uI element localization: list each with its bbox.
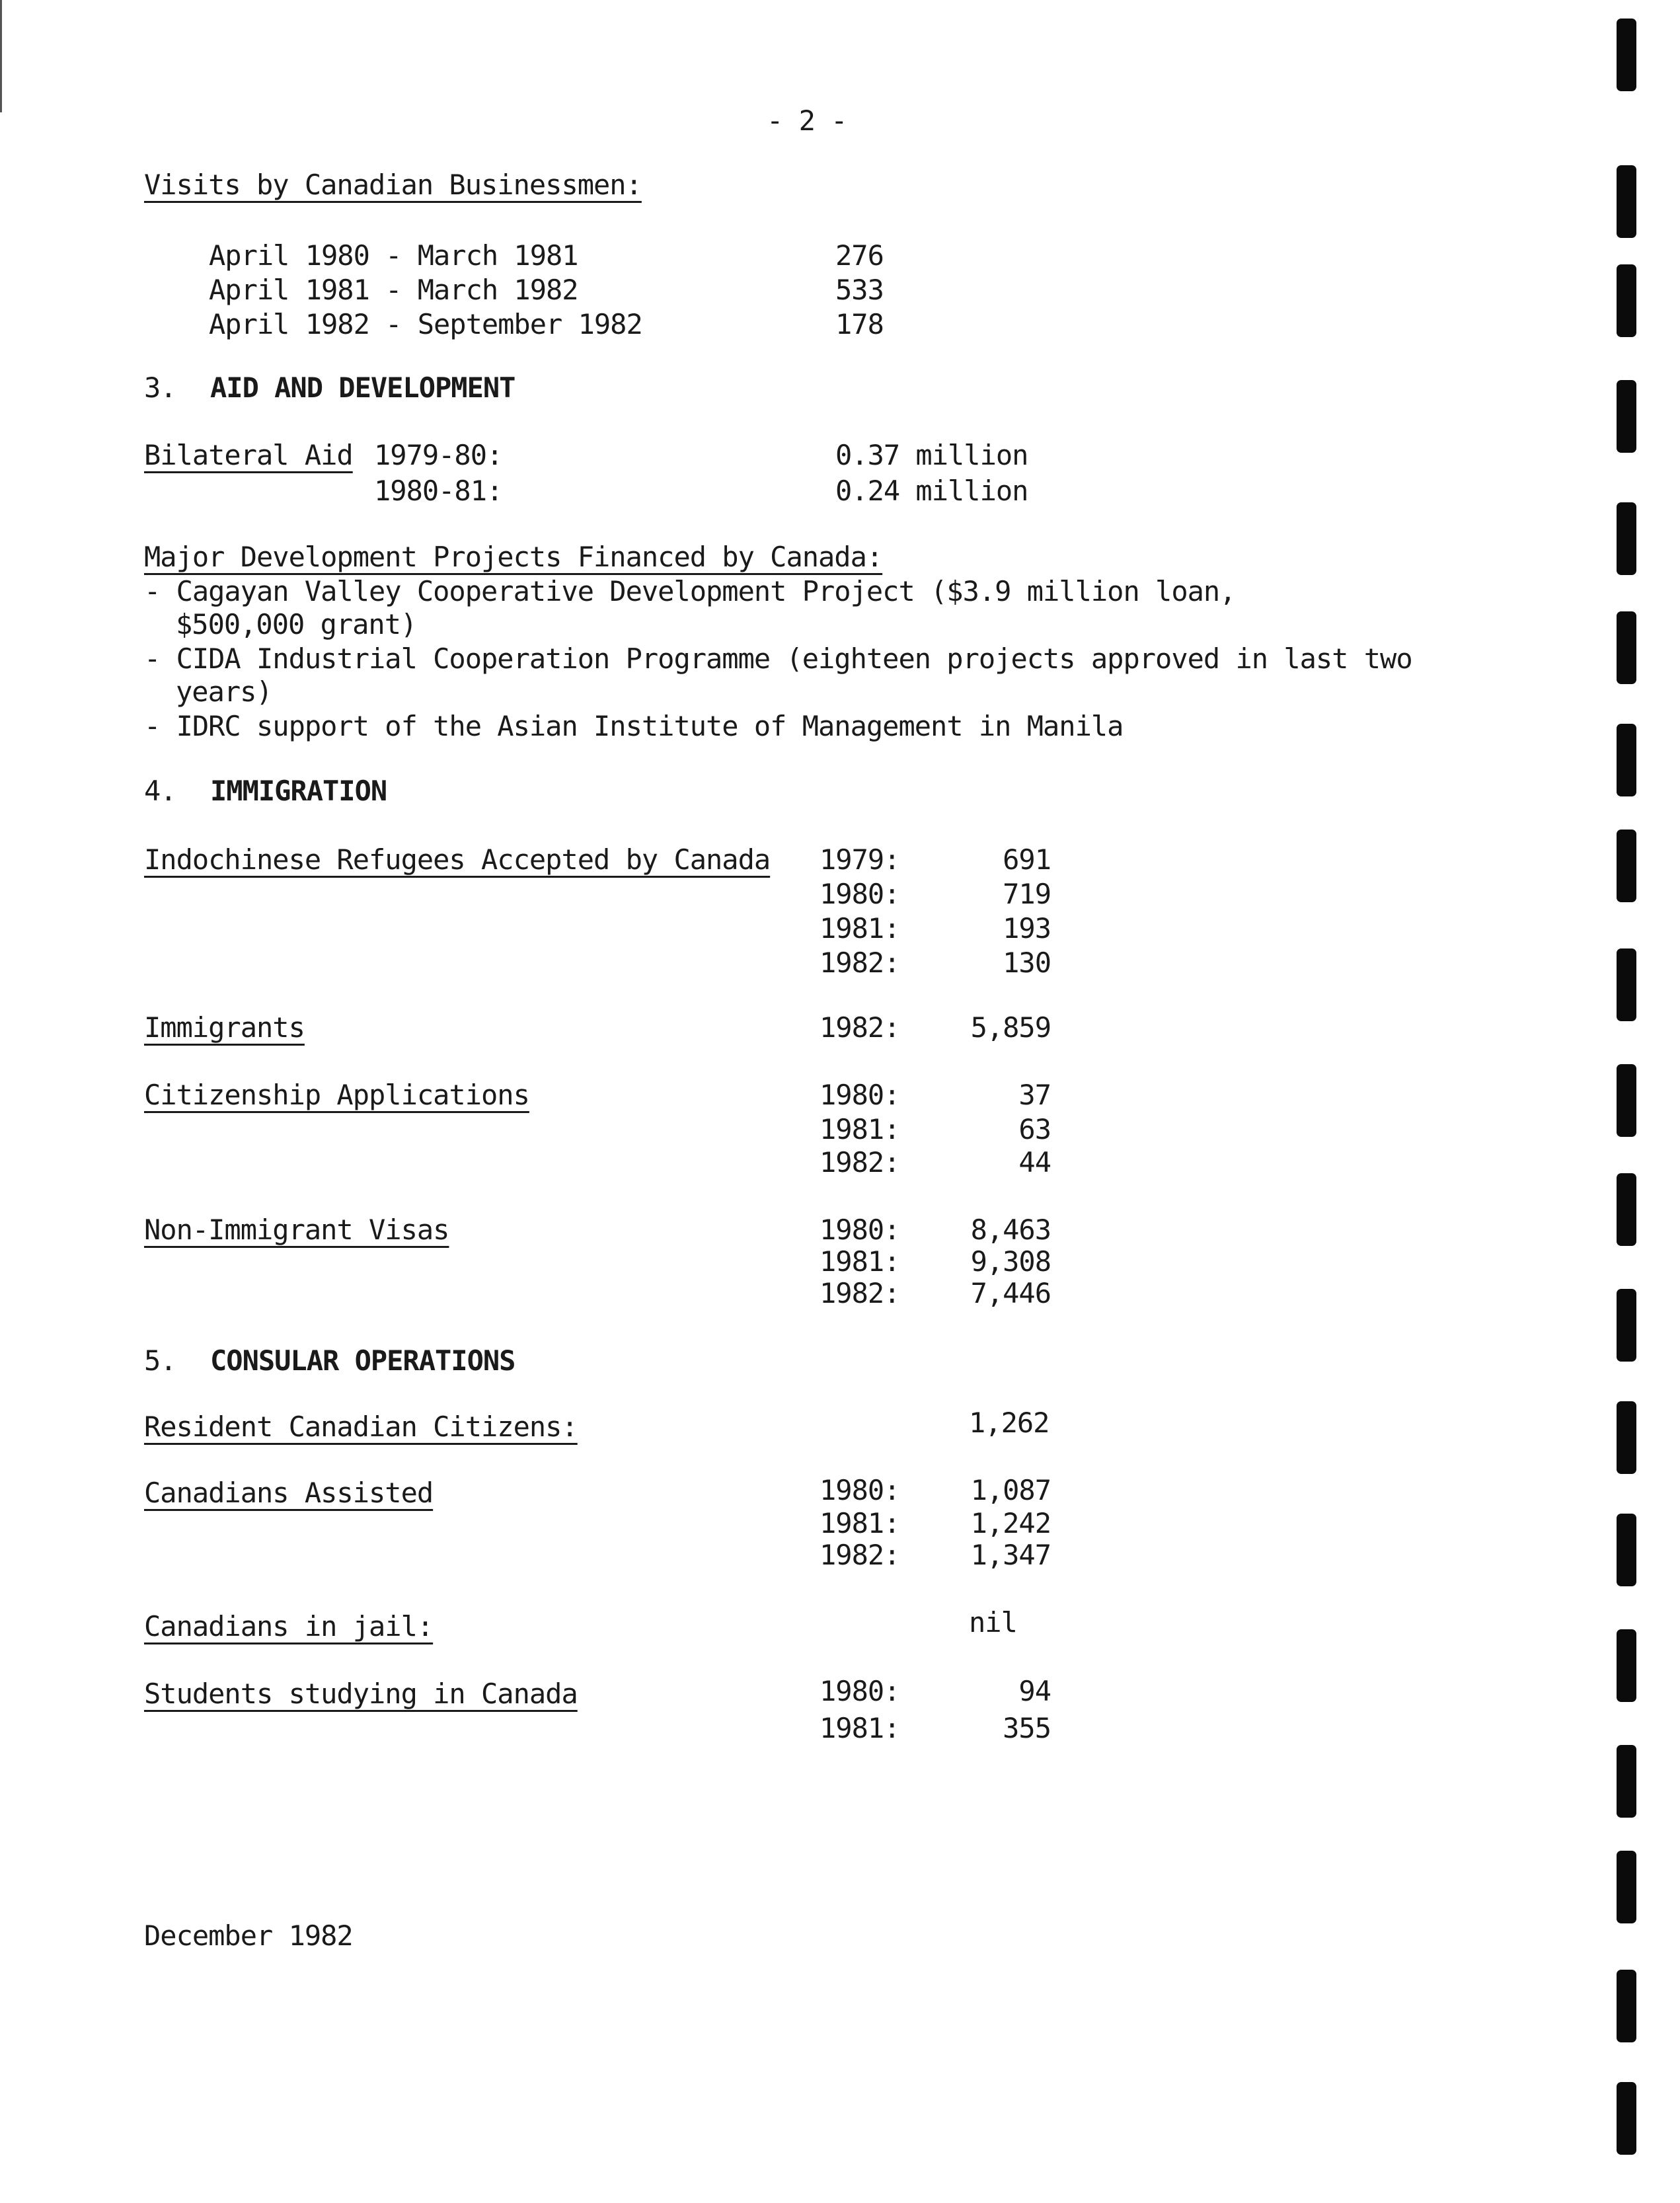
binding-hole <box>1617 1851 1636 1923</box>
assisted-year-1: 1980: <box>820 1474 900 1506</box>
bilateral-value-2: 0.24 million <box>835 475 1028 507</box>
citizenship-value-1: 37 <box>1018 1079 1051 1111</box>
refugees-label: Indochinese Refugees Accepted by Canada <box>144 843 771 876</box>
citizenship-value-3: 44 <box>1018 1146 1051 1179</box>
binding-hole <box>1617 19 1636 91</box>
binding-hole <box>1617 1745 1636 1818</box>
assisted-value-3: 1,347 <box>970 1539 1051 1571</box>
refugees-year-1: 1979: <box>820 843 900 876</box>
bilateral-year-2: 1980-81: <box>374 475 503 507</box>
citizenship-year-2: 1981: <box>820 1113 900 1145</box>
binding-hole <box>1617 264 1636 337</box>
project-2-line-1: - CIDA Industrial Cooperation Programme (eighteen projects approved in last two <box>144 642 1412 675</box>
visits-count-2: 533 <box>835 274 884 306</box>
visas-value-3: 7,446 <box>970 1277 1051 1309</box>
project-1-line-2: $500,000 grant) <box>176 608 417 640</box>
binding-hole <box>1617 502 1636 575</box>
consular-section-title: CONSULAR OPERATIONS <box>210 1344 515 1377</box>
students-label: Students studying in Canada <box>144 1678 578 1710</box>
binding-hole <box>1617 1289 1636 1362</box>
binding-hole <box>1617 1970 1636 2042</box>
visas-year-2: 1981: <box>820 1245 900 1278</box>
visas-year-1: 1980: <box>820 1214 900 1246</box>
visits-count-1: 276 <box>835 239 884 272</box>
immigrants-year-1: 1982: <box>820 1011 900 1044</box>
visits-heading: Visits by Canadian Businessmen: <box>144 169 642 201</box>
refugees-year-3: 1981: <box>820 912 900 945</box>
assisted-value-2: 1,242 <box>970 1507 1051 1539</box>
immigration-section-title: IMMIGRATION <box>210 775 387 807</box>
aid-section-title: AID AND DEVELOPMENT <box>210 371 515 404</box>
students-value-1: 94 <box>1018 1675 1051 1707</box>
resident-label: Resident Canadian Citizens: <box>144 1411 578 1443</box>
refugees-value-3: 193 <box>1003 912 1051 945</box>
immigrants-value-1: 5,859 <box>970 1011 1051 1044</box>
visits-count-3: 178 <box>835 308 884 340</box>
aid-section-number: 3. <box>144 371 176 404</box>
citizenship-label: Citizenship Applications <box>144 1079 529 1111</box>
assisted-year-3: 1982: <box>820 1539 900 1571</box>
binding-hole <box>1617 830 1636 902</box>
immigrants-label: Immigrants <box>144 1011 305 1044</box>
students-value-2: 355 <box>1003 1712 1051 1744</box>
visits-period-3: April 1982 - September 1982 <box>209 308 642 340</box>
refugees-year-4: 1982: <box>820 947 900 979</box>
assisted-value-1: 1,087 <box>970 1474 1051 1506</box>
jail-value: nil <box>969 1606 1017 1639</box>
bilateral-year-1: 1979-80: <box>374 439 503 471</box>
bilateral-value-1: 0.37 million <box>835 439 1028 471</box>
refugees-year-2: 1980: <box>820 878 900 910</box>
refugees-value-4: 130 <box>1003 947 1051 979</box>
binding-hole <box>1617 1629 1636 1702</box>
binding-hole <box>1617 165 1636 238</box>
immigration-section-number: 4. <box>144 775 176 807</box>
citizenship-year-3: 1982: <box>820 1146 900 1179</box>
projects-heading: Major Development Projects Financed by Canada: <box>144 541 883 573</box>
binding-hole <box>1617 948 1636 1021</box>
students-year-1: 1980: <box>820 1675 900 1707</box>
jail-label: Canadians in jail: <box>144 1610 434 1643</box>
document-date: December 1982 <box>144 1919 353 1952</box>
citizenship-year-1: 1980: <box>820 1079 900 1111</box>
visas-year-3: 1982: <box>820 1277 900 1309</box>
binding-hole <box>1617 1173 1636 1246</box>
refugees-value-2: 719 <box>1003 878 1051 910</box>
binding-hole <box>1617 380 1636 453</box>
visas-value-1: 8,463 <box>970 1214 1051 1246</box>
binding-hole <box>1617 2082 1636 2155</box>
binding-hole <box>1617 1401 1636 1474</box>
project-2-line-2: years) <box>176 676 272 708</box>
students-year-2: 1981: <box>820 1712 900 1744</box>
assisted-year-2: 1981: <box>820 1507 900 1539</box>
project-1-line-1: - Cagayan Valley Cooperative Development Project ($3.9 million loan, <box>144 575 1236 607</box>
consular-section-number: 5. <box>144 1344 176 1377</box>
assisted-label: Canadians Assisted <box>144 1477 434 1509</box>
project-3-line-1: - IDRC support of the Asian Institute of Management in Manila <box>144 710 1124 742</box>
bilateral-aid-label: Bilateral Aid <box>144 439 353 471</box>
visas-value-2: 9,308 <box>970 1245 1051 1278</box>
binding-holes <box>1611 0 1651 2203</box>
resident-value: 1,262 <box>969 1407 1050 1439</box>
visas-label: Non-Immigrant Visas <box>144 1214 449 1246</box>
refugees-value-1: 691 <box>1003 843 1051 876</box>
page-number: - 2 - <box>767 104 847 137</box>
binding-hole <box>1617 611 1636 684</box>
binding-hole <box>1617 1064 1636 1137</box>
citizenship-value-2: 63 <box>1018 1113 1051 1145</box>
binding-hole <box>1617 1514 1636 1586</box>
visits-period-2: April 1981 - March 1982 <box>209 274 578 306</box>
visits-period-1: April 1980 - March 1981 <box>209 239 578 272</box>
page-edge-mark <box>0 0 2 112</box>
binding-hole <box>1617 724 1636 796</box>
